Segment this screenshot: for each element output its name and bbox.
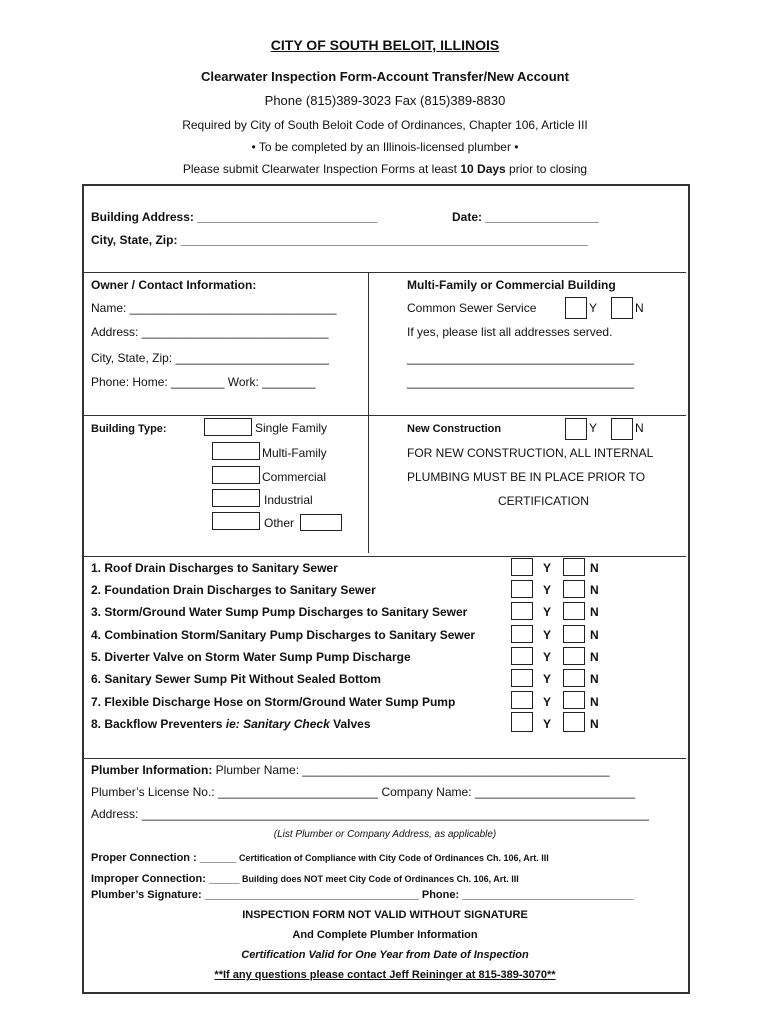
building-type-label: Building Type: [91,423,167,435]
q7-no-checkbox[interactable] [563,691,585,709]
q6-no-label: N [590,672,599,686]
plumber-address-note: (List Plumber or Company Address, as applicable) [273,829,497,840]
not-valid-notice: INSPECTION FORM NOT VALID WITHOUT SIGNATURE [242,909,528,921]
plumber-requirement: • To be completed by an Illinois-licensed plumber • [251,140,519,154]
plumber-info-label: Plumber Information: [91,763,213,777]
q4-no-checkbox[interactable] [563,625,585,643]
q2-yes-checkbox[interactable] [511,580,533,598]
new-construction-note-3: CERTIFICATION [498,494,589,508]
question-4: 4. Combination Storm/Sanitary Pump Discharges to Sanitary Sewer [91,628,476,642]
date-field[interactable]: Date: _________________ [452,210,599,224]
question-7: 7. Flexible Discharge Hose on Storm/Ground Water Sump Pump [91,695,456,709]
q5-yes-checkbox[interactable] [511,647,533,665]
q1-no-checkbox[interactable] [563,558,585,576]
question-8-pre: 8. Backflow Preventers [91,717,226,731]
proper-connection-label: Proper Connection : ______ [91,852,237,864]
q4-yes-checkbox[interactable] [511,625,533,643]
new-construction-yes-label: Y [589,421,598,435]
q5-yes-label: Y [543,650,552,664]
improper-connection-row[interactable] [91,869,519,887]
owner-city-field[interactable]: City, State, Zip: _______________________ [91,351,329,365]
ordinance-requirement: Required by City of South Beloit Code of Ordinances, Chapter 106, Article III [182,118,588,132]
multifamily-heading: Multi-Family or Commercial Building [407,278,616,292]
industrial-label: Industrial [264,493,313,507]
addresses-served-line-1[interactable]: __________________________________ [407,351,634,365]
form-subtitle: Clearwater Inspection Form-Account Transfer/New Account [201,69,569,84]
new-construction-note-2: PLUMBING MUST BE IN PLACE PRIOR TO [407,470,646,484]
q8-no-label: N [590,717,599,731]
q5-no-checkbox[interactable] [563,647,585,665]
new-construction-no-checkbox[interactable] [611,418,633,440]
single-family-checkbox[interactable] [204,418,252,436]
owner-address-field[interactable]: Address: ____________________________ [91,325,329,339]
q7-no-label: N [590,695,599,709]
plumber-name-row[interactable] [91,763,609,777]
common-sewer-yes-checkbox[interactable] [565,297,587,319]
q8-yes-label: Y [543,717,552,731]
q2-no-label: N [590,583,599,597]
building-address-field[interactable]: Building Address: ___________________________ [91,210,378,224]
common-sewer-no-label: N [635,301,644,315]
common-sewer-no-checkbox[interactable] [611,297,633,319]
q1-no-label: N [590,561,599,575]
common-sewer-label: Common Sewer Service [407,301,537,315]
q2-no-checkbox[interactable] [563,580,585,598]
common-sewer-yes-label: Y [589,301,598,315]
owner-heading: Owner / Contact Information: [91,278,257,292]
question-5: 5. Diverter Valve on Storm Water Sump Pump Discharge [91,650,411,664]
proper-connection-row[interactable] [91,848,549,866]
q6-no-checkbox[interactable] [563,669,585,687]
new-construction-yes-checkbox[interactable] [565,418,587,440]
contact-phone: Phone (815)389-3023 Fax (815)389-8830 [264,93,506,108]
plumber-license-company-field[interactable]: Plumber’s License No.: ________________________ Company Name: ________________________ [91,785,635,799]
multi-family-checkbox[interactable] [212,442,260,460]
q7-yes-label: Y [543,695,552,709]
owner-name-field[interactable]: Name: _______________________________ [91,301,337,315]
submit-note [0,162,770,176]
question-8-italic: ie: Sanitary Check [225,717,330,731]
q8-no-checkbox[interactable] [563,712,585,732]
question-8 [91,717,371,731]
proper-connection-text: Certification of Compliance with City Code of Ordinances Ch. 106, Art. III [236,853,549,863]
complete-info-notice: And Complete Plumber Information [292,929,478,941]
question-3: 3. Storm/Ground Water Sump Pump Discharges to Sanitary Sewer [91,605,468,619]
q6-yes-label: Y [543,672,552,686]
q3-no-checkbox[interactable] [563,602,585,620]
validity-notice: Certification Valid for One Year from Date of Inspection [241,949,529,961]
single-family-label: Single Family [255,421,328,435]
q1-yes-checkbox[interactable] [511,558,533,576]
question-2: 2. Foundation Drain Discharges to Sanitary Sewer [91,583,376,597]
submit-note-pre: Please submit Clearwater Inspection Forms at least [182,162,461,176]
plumber-address-field[interactable]: Address: ____________________________________________________________________________ [91,807,649,821]
commercial-label: Commercial [262,470,327,484]
divider-building [84,272,686,273]
question-1: 1. Roof Drain Discharges to Sanitary Sewer [91,561,338,575]
plumber-name-field[interactable]: Plumber Name: ______________________________________________ [212,763,610,777]
q7-yes-checkbox[interactable] [511,691,533,709]
divider-type [84,556,686,557]
other-checkbox[interactable] [212,512,260,530]
contact-notice: **If any questions please contact Jeff Reininger at 815-389-3070** [214,969,556,981]
q5-no-label: N [590,650,599,664]
question-6: 6. Sanitary Sewer Sump Pit Without Sealed Bottom [91,672,381,686]
question-8-post: Valves [329,717,371,731]
owner-phone-field[interactable]: Phone: Home: ________ Work: ________ [91,375,316,389]
improper-connection-text: Building does NOT meet City Code of Ordinances Ch. 106, Art. III [239,874,519,884]
other-specify-field[interactable] [300,514,342,531]
q3-yes-checkbox[interactable] [511,602,533,620]
q3-yes-label: Y [543,605,552,619]
divider-questions [84,758,686,759]
building-city-state-zip-field[interactable]: City, State, Zip: _____________________________________________________________ [91,233,588,247]
improper-connection-label: Improper Connection: _____ [91,873,240,885]
commercial-checkbox[interactable] [212,466,260,484]
new-construction-no-label: N [635,421,644,435]
q1-yes-label: Y [543,561,552,575]
column-divider [368,273,369,553]
new-construction-note-1: FOR NEW CONSTRUCTION, ALL INTERNAL [407,446,654,460]
q4-no-label: N [590,628,599,642]
submit-note-post: prior to closing [505,162,588,176]
q3-no-label: N [590,605,599,619]
q8-yes-checkbox[interactable] [511,712,533,732]
industrial-checkbox[interactable] [212,489,260,507]
q2-yes-label: Y [543,583,552,597]
new-construction-label: New Construction [407,423,502,435]
q6-yes-checkbox[interactable] [511,669,533,687]
divider-owner [84,415,686,416]
submit-note-days: 10 Days [460,162,506,176]
other-label: Other [264,516,295,530]
q4-yes-label: Y [543,628,552,642]
multi-family-label: Multi-Family [262,446,327,460]
form-title: CITY OF SOUTH BELOIT, ILLINOIS [270,37,500,53]
addresses-served-note: If yes, please list all addresses served. [407,325,613,339]
plumber-signature-phone-field[interactable]: Plumber’s Signature: ___________________________________ Phone: ____________________________ [91,889,634,901]
addresses-served-line-2[interactable]: __________________________________ [407,375,634,389]
